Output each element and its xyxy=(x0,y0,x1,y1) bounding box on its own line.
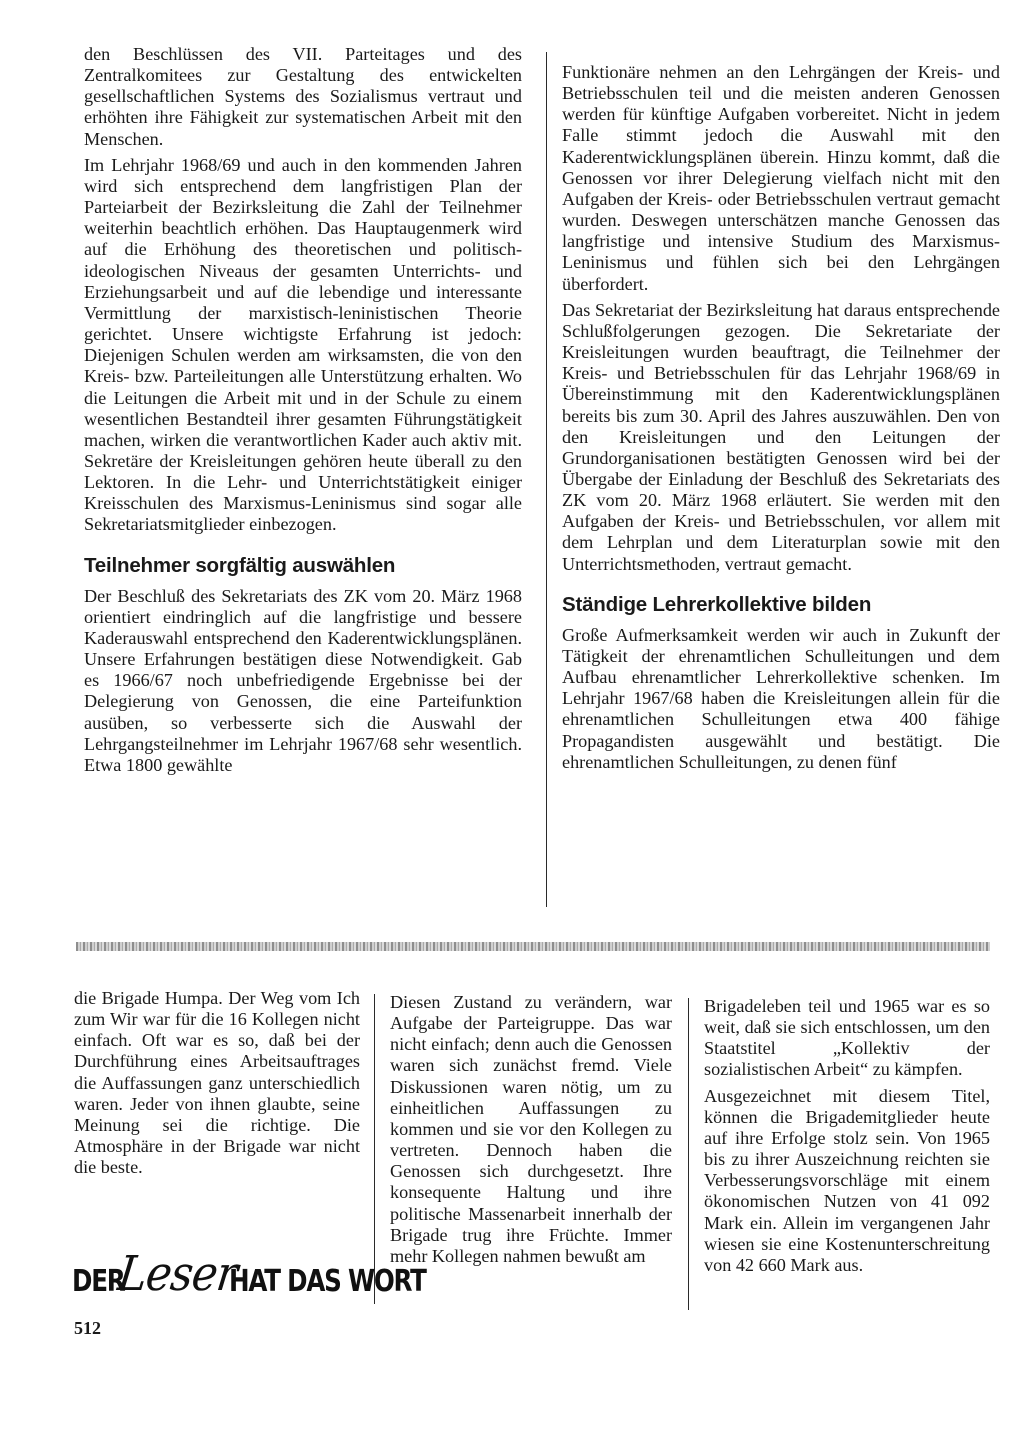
bottom-column-3 xyxy=(704,996,990,1281)
bottom-column-1 xyxy=(74,988,360,1183)
paragraph: Ausgezeichnet mit diesem Titel, können die Brigademitglieder heute auf ihre Erfolge stolz sein. Von 1965 bis zu ihrer Auszeichnung reichten sie Verbesserungsvorschläge mit einem ökonomischen Nutzen von 41 092 Mark ein. Allein im vergangenen Jahr wiesen sie eine Kostenunterschreitung von 42 660 Mark aus. xyxy=(704,1085,990,1275)
paragraph: Brigadeleben teil und 1965 war es so weit, daß sie sich entschlossen, um den Staatstitel „Kollektiv der sozialistischen Arbeit“ zu kämpfen. xyxy=(704,996,990,1080)
paragraph: Funktionäre nehmen an den Lehrgängen der Kreis- und Betriebsschulen teil und die meisten anderen Genossen werden für künftige Aufgaben vorbereitet. Nicht in jedem Falle stimmt jedoch die Auswahl mit den Kaderentwicklungsplänen überein. Hinzu kommt, daß die Genossen vor ihrer Delegierung vielfach nicht mit den Aufgaben der Kreis- oder Betriebsschulen vertraut gemacht wurden. Deswegen unterschätzen manche Genossen das langfristige und intensive Studium des Marxismus-Leninismus und fühlen sich bei den Lehrgängen überfordert. xyxy=(562,62,1000,294)
column-divider xyxy=(546,52,547,907)
logo-word-der: DER xyxy=(72,1263,125,1299)
paragraph: Der Beschluß des Sekretariats des ZK vom 20. März 1968 orientiert eindringlich auf die langfristige und bessere Kaderauswahl entsprechend den Kaderentwicklungsplänen. Unsere Erfahrungen bestätigen diese Notwendigkeit. Gab es 1966/67 noch unbefriedigende Ergebnisse bei der Delegierung von Genossen, die eine Parteifunktion ausüben, so verbesserte sich die Auswahl der Lehrgangsteilnehmer im Lehrjahr 1967/68 sehr wesentlich. Etwa 1800 gewählte xyxy=(84,585,522,775)
column-divider xyxy=(374,994,375,1304)
bottom-column-2 xyxy=(390,992,672,1272)
paragraph: Diesen Zustand zu verändern, war Aufgabe der Parteigruppe. Das war nicht einfach; denn auch die Genossen waren sich zunächst fremd. Viele Diskussionen waren nötig, um zu einheitlichen Auffassungen zu kommen und sie vor den Kollegen zu vertreten. Dennoch haben die Genossen sich durchgesetzt. Ihre konsequente Haltung und ihre politische Massenarbeit innerhalb der Brigade trug ihre Früchte. Immer mehr Kollegen nahmen bewußt am xyxy=(390,992,672,1266)
section-separator xyxy=(76,942,990,951)
paragraph: Im Lehrjahr 1968/69 und auch in den kommenden Jahren wird sich entsprechend dem langfristigen Plan der Parteiarbeit der Bezirksleitung die Zahl der Teilnehmer weiterhin beachtlich erhöhen. Das Hauptaugenmerk wird auf die Erhöhung des theoretischen und politisch-ideologischen Niveaus der gesamten Unterrichts- und Erziehungsarbeit und auf die lebendige und interessante Vermittlung der marxistisch-leninistischen Theorie gerichtet. Unsere wichtigste Erfahrung ist jedoch: Diejenigen Schulen werden am wirksamsten, die von den Kreis- bzw. Parteileitungen alle Unterstützung erhalten. Wo die Leitungen die Arbeit mit und in der Schule zu einem wesentlichen Bestandteil ihrer gesamten Führungstätigkeit machen, wirken die verantwortlichen Kader auch aktiv mit. Sekretäre der Kreisleitungen gehören heute überall zu den Lektoren. In die Lehr- und Unterrichtstätigkeit einiger Kreisschulen des Marxismus-Leninismus sind sogar alle Sekretariatsmitglieder einbezogen. xyxy=(84,154,522,535)
top-left-column xyxy=(84,44,522,781)
der-leser-hat-das-wort-logo xyxy=(72,1246,426,1308)
logo-words-hat-das-wort: HAT DAS WORT xyxy=(229,1263,426,1299)
paragraph: die Brigade Humpa. Der Weg vom Ich zum Wir war für die 16 Kollegen nicht einfach. Oft war es so, daß bei der Durchführung eines Arbeitsauftrages die Auffassungen ganz unterschiedlich waren. Jeder von ihnen glaubte, seine Meinung sei die richtige. Die Atmosphäre in der Brigade war nicht die beste. xyxy=(74,988,360,1178)
section-heading: Teilnehmer sorgfältig auswählen xyxy=(84,553,396,577)
top-right-column xyxy=(562,62,1000,778)
logo-word-leser: Leser xyxy=(115,1246,241,1302)
paragraph: den Beschlüssen des VII. Parteitages und des Zentralkomitees zur Gestaltung des entwickelten gesellschaftlichen Systems des Sozialismus vertraut und erhöhten ihre Fähigkeit zur systematischen Arbeit mit den Menschen. xyxy=(84,44,522,149)
page-number: 512 xyxy=(74,1318,101,1338)
column-divider xyxy=(688,998,689,1310)
section-heading: Ständige Lehrerkollektive bilden xyxy=(562,592,872,616)
paragraph: Das Sekretariat der Bezirksleitung hat daraus entsprechende Schlußfolgerungen gezogen. Die Sekretariate der Kreisleitungen wurden beauftragt, die Teilnehmer der Kreis- und Betriebsschulen für das Lehrjahr 1968/69 in Übereinstimmung mit den Kaderentwicklungsplänen bereits bis zum 30. April des Jahres auszuwählen. Den von den Kreisleitungen und den Leitungen der Grundorganisationen bestätigten Genossen wird bei der Übergabe der Einladung der Beschluß des Sekretariats des ZK vom 20. März 1968 erläutert. Sie werden mit den Aufgaben der Kreis- und Betriebsschulen, vor allem mit dem Lehrplan und dem Literaturplan sowie mit den Unterrichtsmethoden, vertraut gemacht. xyxy=(562,299,1000,574)
paragraph: Große Aufmerksamkeit werden wir auch in Zukunft der Tätigkeit der ehrenamtlichen Schulleitungen und dem Aufbau ehrenamtlicher Lehrerkollektive schenken. Im Lehrjahr 1967/68 haben die Kreisleitungen allein für die ehrenamtlichen Schulleitungen etwa 400 fähige Propagandisten ausgewählt und bestätigt. Die ehrenamtlichen Schulleitungen, zu denen fünf xyxy=(562,624,1000,772)
